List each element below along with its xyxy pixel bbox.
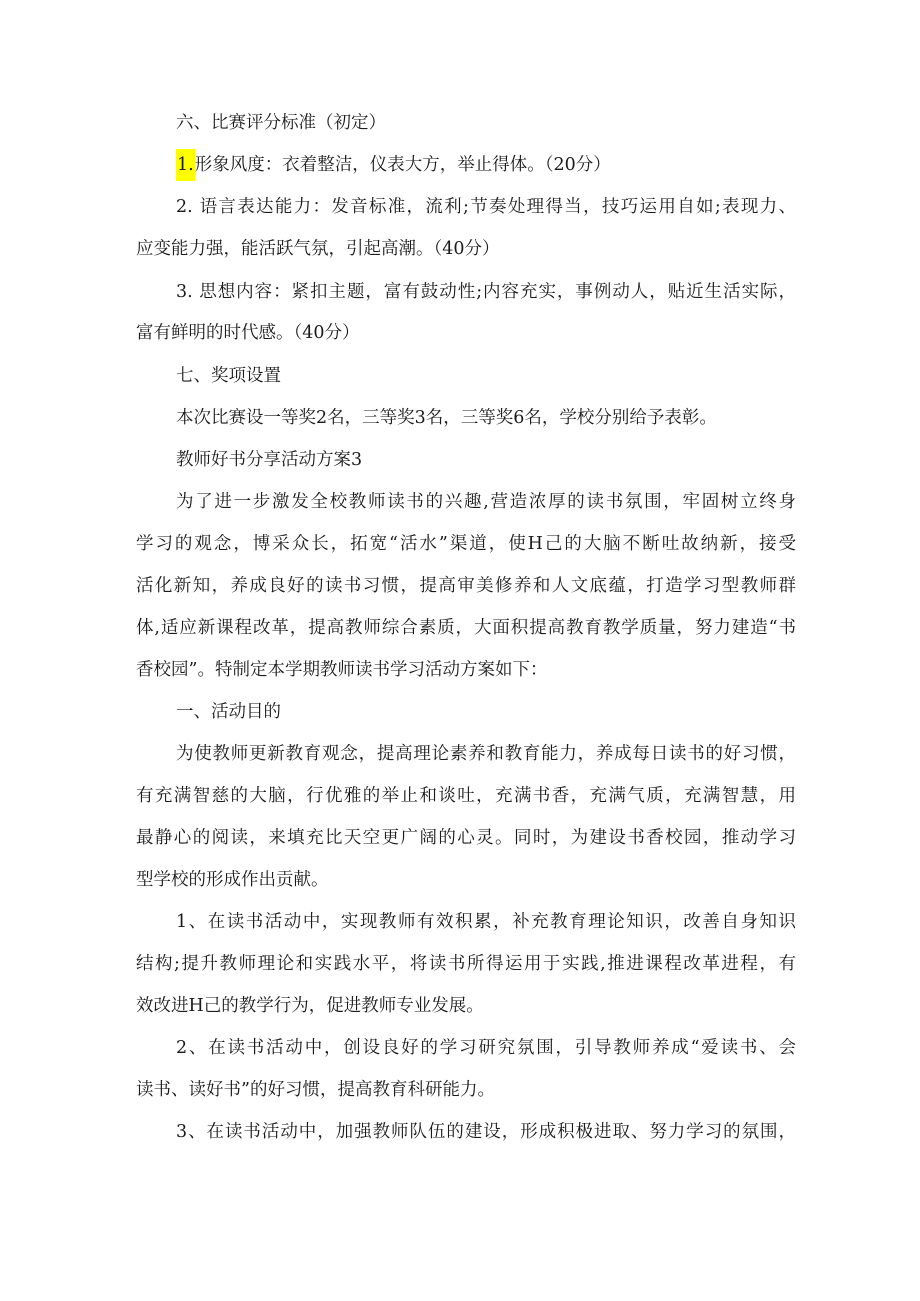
goal1-line: 效改进H己的教学行为，促进教师专业发展。 <box>136 996 484 1016</box>
purpose-heading: 一、活动目的 <box>176 702 281 722</box>
section6-item2-line1: 2. 语言表达能力：发音标准，流利;节奏处理得当，技巧运用自如;表现力、 <box>176 197 796 217</box>
goal3-line: 3、在读书活动中，加强教师队伍的建设，形成积极进取、努力学习的氛围， <box>176 1122 796 1142</box>
section6-item2-line2: 应变能力强，能活跃气氛，引起高潮。（40分） <box>136 239 500 259</box>
section6-item1 <box>176 153 796 177</box>
purpose-line: 最静心的阅读，来填充比天空更广阔的心灵。同时，为建设书香校园，推动学习 <box>136 828 796 848</box>
purpose-line: 有充满智慈的大脑，行优雅的举止和谈吐，充满书香，充满气质，充满智慧，用 <box>136 786 796 806</box>
section6-heading: 六、比赛评分标准（初定） <box>176 113 386 133</box>
section6-item3-line2: 富有鲜明的时代感。（40分） <box>136 323 360 343</box>
plan3-intro-line: 香校园”。特制定本学期教师读书学习活动方案如下： <box>136 660 548 680</box>
goal1-line: 结构;提升教师理论和实践水平，将读书所得运用于实践,推进课程改革进程，有 <box>136 954 796 974</box>
goal1-line: 1、在读书活动中，实现教师有效积累，补充教育理论知识，改善自身知识 <box>176 912 796 932</box>
plan3-intro-line: 活化新知，养成良好的读书习惯，提高审美修养和人文底蕴，打造学习型教师群 <box>136 576 796 596</box>
plan3-intro-line: 学习的观念，博采众长，拓宽“活水”渠道，使H己的大脑不断吐故纳新，接受 <box>136 534 796 554</box>
section7-text: 本次比赛设一等奖2名，三等奖3名，三等奖6名，学校分别给予表彰。 <box>176 408 717 428</box>
section6-item3-line1: 3. 思想内容：紧扣主题，富有鼓动性;内容充实，事例动人，贴近生活实际， <box>176 282 796 302</box>
plan3-title: 教师好书分享活动方案3 <box>176 450 363 470</box>
item1-text: 形象风度：衣着整洁，仪表大方，举止得体。（20分） <box>194 155 611 175</box>
goal2-line: 2、在读书活动中，创设良好的学习研究氛围，引导教师养成“爱读书、会 <box>176 1038 796 1058</box>
plan3-intro-line: 体,适应新课程改革，提高教师综合素质，大面积提高教育教学质量，努力建造“书 <box>136 618 796 638</box>
highlighted-item-number: 1. <box>176 149 195 181</box>
goal2-line: 读书、读好书”的好习惯，提高教育科研能力。 <box>136 1080 495 1100</box>
section7-heading: 七、奖项设置 <box>176 366 281 386</box>
purpose-line: 型学校的形成作出贡献。 <box>136 870 329 890</box>
purpose-line: 为使教师更新教育观念，提高理论素养和教育能力，养成每日读书的好习惯， <box>176 744 796 764</box>
plan3-intro-line: 为了进一步激发全校教师读书的兴趣,营造浓厚的读书氛围，牢固树立终身 <box>176 492 796 512</box>
